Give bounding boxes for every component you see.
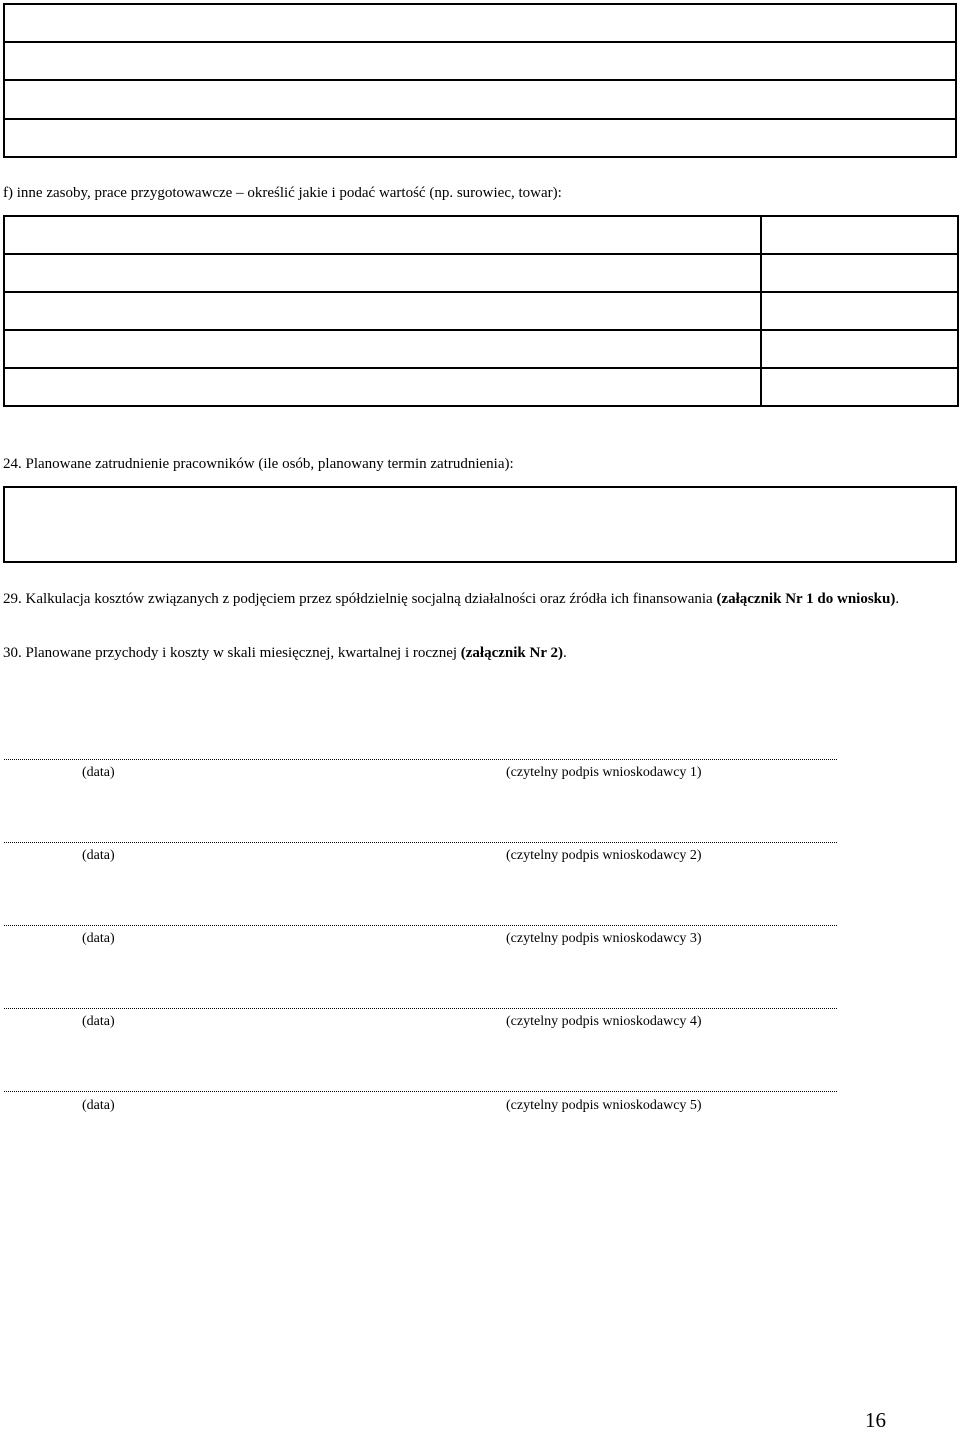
- signature-label-1: (czytelny podpis wnioskodawcy 1): [506, 765, 702, 780]
- date-label-1: (data): [82, 765, 115, 780]
- employment-plan-field[interactable]: [4, 487, 956, 562]
- top-table: [3, 3, 957, 158]
- signature-line-3[interactable]: [4, 925, 837, 926]
- question-30-text: [3, 643, 943, 664]
- resources-value-cell[interactable]: [761, 216, 958, 254]
- date-label-4: (data): [82, 1014, 115, 1029]
- question-29-text: [3, 589, 933, 610]
- employment-table: [3, 486, 957, 563]
- resources-value-cell[interactable]: [761, 368, 958, 406]
- signature-label-3: (czytelny podpis wnioskodawcy 3): [506, 931, 702, 946]
- signature-label-2: (czytelny podpis wnioskodawcy 2): [506, 848, 702, 863]
- resources-name-cell[interactable]: [4, 216, 761, 254]
- question-30-body: 30. Planowane przychody i koszty w skali miesięcznej, kwartalnej i rocznej: [3, 645, 458, 661]
- signature-line-4[interactable]: [4, 1008, 837, 1009]
- question-24-label: 24. Planowane zatrudnienie pracowników (ile osób, planowany termin zatrudnienia):: [3, 456, 514, 472]
- resources-value-cell[interactable]: [761, 292, 958, 330]
- resources-value-cell[interactable]: [761, 330, 958, 368]
- resources-value-cell[interactable]: [761, 254, 958, 292]
- signature-label-5: (czytelny podpis wnioskodawcy 5): [506, 1098, 702, 1113]
- top-table-row-3[interactable]: [4, 80, 956, 119]
- top-table-row-2[interactable]: [4, 42, 956, 80]
- resources-name-cell[interactable]: [4, 368, 761, 406]
- section-f-label: f) inne zasoby, prace przygotowawcze – określić jakie i podać wartość (np. surowiec, towar):: [3, 185, 562, 201]
- question-29-attachment: (załącznik Nr 1 do wniosku): [716, 591, 896, 607]
- signature-line-5[interactable]: [4, 1091, 837, 1092]
- question-30-attachment: (załącznik Nr 2): [460, 645, 563, 661]
- signature-label-4: (czytelny podpis wnioskodawcy 4): [506, 1014, 702, 1029]
- question-30-end: .: [562, 645, 567, 661]
- signature-line-2[interactable]: [4, 842, 837, 843]
- resources-name-cell[interactable]: [4, 330, 761, 368]
- top-table-row-4[interactable]: [4, 119, 956, 157]
- resources-table: [3, 215, 959, 407]
- resources-name-cell[interactable]: [4, 292, 761, 330]
- date-label-2: (data): [82, 848, 115, 863]
- resources-name-cell[interactable]: [4, 254, 761, 292]
- signature-line-1[interactable]: [4, 759, 837, 760]
- question-29-body: 29. Kalkulacja kosztów związanych z podjęciem przez spółdzielnię socjalną działalności oraz źródła ich finansowania: [3, 591, 713, 607]
- date-label-3: (data): [82, 931, 115, 946]
- date-label-5: (data): [82, 1098, 115, 1113]
- question-29-end: .: [895, 591, 900, 607]
- top-table-row-1[interactable]: [4, 4, 956, 42]
- page-number: 16: [865, 1408, 886, 1432]
